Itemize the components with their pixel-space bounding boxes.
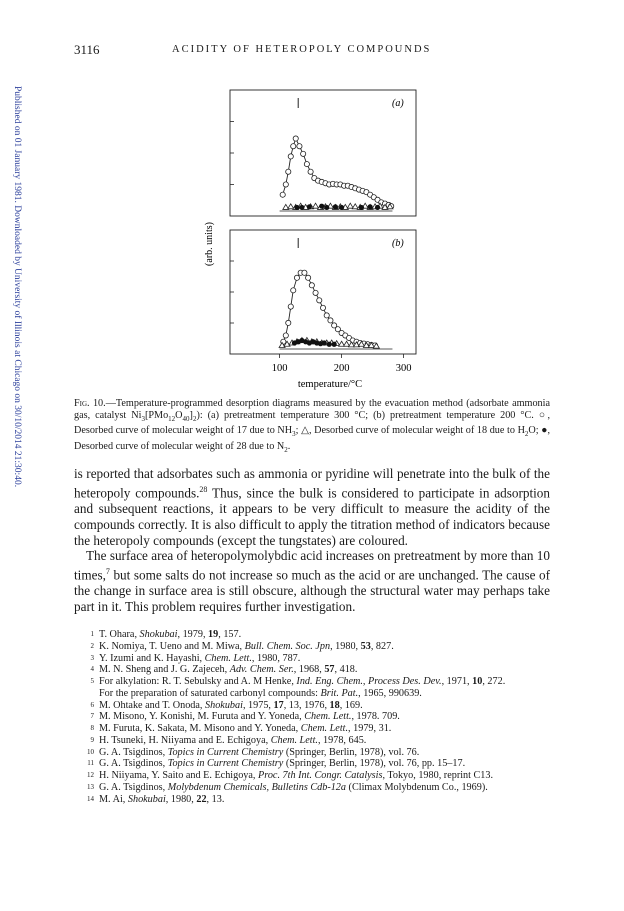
n2-point — [294, 205, 299, 210]
nh3-point — [324, 313, 329, 318]
caption-text: [PMo — [144, 410, 169, 422]
page-number: 3116 — [74, 42, 100, 57]
n2-point — [299, 205, 304, 210]
reference-text: M. Furuta, K. Sakata, M. Misono and Y. Yoneda, Chem. Lett., 1979, 31. — [99, 723, 392, 734]
n2-point — [327, 342, 332, 347]
h2o-point — [352, 204, 358, 209]
x-axis-label: temperature/°C — [297, 379, 363, 390]
x-tick-label: 200 — [333, 363, 350, 374]
citation-7[interactable]: 7 — [105, 567, 110, 577]
plot-frame — [230, 90, 416, 216]
p2-text: The surface area of heteropolymolybdic acid increases on pretreatment by more than 10 times, — [74, 548, 550, 583]
reference-text: M. N. Sheng and J. G. Zajeceh, Adv. Chem. Ser., 1968, 57, 418. — [99, 664, 358, 676]
reference-number: 8 — [90, 724, 94, 732]
x-tick-label: 300 — [395, 363, 412, 374]
n2-point — [339, 205, 344, 210]
caption-text: . — [287, 440, 291, 452]
reference-number: 10 — [87, 747, 94, 756]
reference-item — [74, 747, 550, 759]
n2-point — [375, 205, 380, 210]
p1-text: is reported that adsorbates such as ammonia or pyridine will penetrate into the bulk of the heteropoly compounds. — [74, 466, 550, 501]
nh3-point — [306, 275, 311, 280]
reference-text: M. Misono, Y. Konishi, M. Furuta and Y. Yoneda, Chem. Lett., 1978. 709. — [99, 711, 400, 723]
n2-point — [324, 205, 329, 210]
x-tick-label: 100 — [271, 363, 288, 374]
nh3-point — [317, 298, 322, 303]
caption-text: ; △, Desorbed curve of molecular weight of 18 due to H — [295, 425, 525, 437]
reference-number: 4 — [90, 665, 94, 674]
reference-text: M. Ohtake and T. Onoda, Shokubai, 1975, 17, 13, 1976, 18, 169. — [99, 699, 363, 711]
reference-text: H. Tsuneki, H. Niiyama and E. Echigoya, Chem. Lett., 1978, 645. — [99, 734, 367, 746]
reference-text: G. A. Tsigdinos, Topics in Current Chemistry (Springer, Berlin, 1978), vol. 76. — [99, 746, 420, 758]
reference-item — [74, 664, 550, 676]
download-watermark — [4, 86, 20, 606]
caption-sub: 2 — [524, 430, 529, 439]
reference-text: T. Ohara, Shokubai, 1979, 19, 157. — [99, 629, 242, 640]
nh3-point — [297, 144, 302, 149]
nh3-point — [302, 270, 307, 275]
nh3-point — [304, 161, 309, 166]
reference-item — [74, 700, 550, 712]
nh3-point — [328, 318, 333, 323]
reference-text: For alkylation: R. T. Sebulsky and A. M Henke, Ind. Eng. Chem., Process Des. Dev., 1971, 10, 272. — [99, 676, 506, 687]
nh3-point — [313, 290, 318, 295]
n2-point — [307, 204, 312, 209]
reference-text: K. Nomiya, T. Ueno and M. Miwa, Bull. Chem. Soc. Jpn, 1980, 53, 827. — [99, 640, 394, 652]
nh3-point — [283, 182, 288, 187]
nh3-point — [294, 275, 299, 280]
caption-text: O; ●, Desorbed curve of molecular weight of 28 due to N — [74, 425, 550, 452]
reference-number: 11 — [87, 759, 94, 768]
caption-sub: 2 — [284, 445, 288, 454]
reference-text: G. A. Tsigdinos, Topics in Current Chemistry (Springer, Berlin, 1978), vol. 76, pp. 15–17. — [99, 758, 466, 770]
h2o-point — [344, 341, 350, 346]
reference-number: 7 — [90, 712, 94, 721]
caption-sub: 12 — [168, 415, 176, 424]
h2o-point — [288, 204, 294, 209]
reference-text: Y. Izumi and K. Hayashi, Chem. Lett., 1980, 787. — [99, 652, 301, 664]
reference-item — [74, 782, 550, 794]
reference-text: M. Ai, Shokubai, 1980, 22, 13. — [99, 793, 225, 805]
reference-item — [74, 770, 550, 782]
n2-point — [322, 340, 327, 345]
tpd-figure — [150, 82, 470, 392]
y-axis-label: (arb. units) — [204, 222, 215, 266]
nh3-point — [301, 151, 306, 156]
reference-number: 6 — [90, 700, 94, 709]
caption-sub: 40 — [182, 415, 190, 424]
n2-point — [368, 204, 373, 209]
reference-number: 14 — [87, 794, 94, 803]
reference-item — [74, 758, 550, 770]
reference-item — [74, 735, 550, 747]
caption-text: ): (a) pretreatment temperature 300 °C; (b) pretreatment temperature 200 °C. ○, Desorbed curve of molecular weight of 17 due to NH — [74, 410, 550, 437]
reference-continuation: For the preparation of saturated carbonyl compounds: Brit. Pat., 1965, 990639. — [99, 687, 422, 699]
nh3-point — [309, 283, 314, 288]
panel-b — [230, 230, 416, 354]
n2-point — [319, 204, 324, 209]
reference-item — [74, 676, 550, 688]
nh3-point — [283, 333, 288, 338]
paragraph-1 — [74, 466, 550, 548]
plot-frame — [230, 230, 416, 354]
reference-item — [74, 711, 550, 723]
nh3-point — [286, 320, 291, 325]
nh3-point — [291, 144, 296, 149]
reference-list — [74, 629, 550, 805]
watermark-text: Published on 01 January 1981. Downloaded by University of Illinois at Chicago on 30/10/2014 21:30:40. — [12, 86, 22, 488]
h2o-point — [347, 203, 353, 208]
nh3-point — [293, 136, 298, 141]
paragraph-2 — [74, 548, 550, 615]
h2o-point — [313, 203, 319, 208]
reference-number: 12 — [87, 771, 94, 779]
citation-28[interactable]: 28 — [199, 484, 208, 494]
reference-text: G. A. Tsigdinos, Molybdenum Chemicals, Bulletins Cdb-12a (Climax Molybdenum Co., 1969). — [99, 781, 488, 793]
nh3-point — [286, 169, 291, 174]
body-text — [74, 466, 550, 615]
n2-point — [333, 204, 338, 209]
nh3-point — [288, 154, 293, 159]
caption-sub: 2 — [192, 415, 197, 424]
nh3-point — [288, 304, 293, 309]
figure-caption — [74, 398, 550, 456]
caption-label: Fig. 10. — [74, 398, 106, 409]
nh3-point — [320, 305, 325, 310]
running-title: ACIDITY OF HETEROPOLY COMPOUNDS — [172, 44, 432, 55]
reference-number: 1 — [90, 630, 94, 638]
n2-point — [332, 342, 337, 347]
nh3-point — [291, 288, 296, 293]
panel-a — [230, 90, 416, 216]
reference-number: 2 — [90, 641, 94, 650]
caption-sub: 3 — [292, 430, 296, 439]
reference-number: 3 — [90, 653, 94, 662]
caption-text: ] — [189, 410, 193, 422]
caption-sub: 3 — [141, 415, 145, 424]
nh3-point — [280, 192, 285, 197]
p2-text: but some salts do not increase so much as the acid or are unchanged. The cause of the change in surface area is still obscure, although the structural water may perhaps take part in it. This problem requires further investigation. — [74, 567, 550, 615]
caption-text: O — [175, 410, 183, 422]
reference-number: 5 — [90, 677, 94, 685]
caption-text: —Temperature-programmed desorption diagrams measured by the evacuation method (adsorbate ammonia gas, catalyst Ni — [74, 398, 550, 422]
n2-point — [359, 205, 364, 210]
reference-item — [74, 629, 550, 641]
nh3-point — [308, 169, 313, 174]
reference-item — [74, 653, 550, 665]
reference-number: 13 — [87, 782, 94, 791]
reference-item — [74, 794, 550, 806]
reference-number: 9 — [90, 735, 94, 744]
p1-text: Thus, since the bulk is considered to participate in adsorption and subsequent reactions, it appears to be very difficult to measure the acidity of the compounds correctly. It is also difficult to apply the titration method of indicators because the heteropoly compounds (except the tungstates) are coloured. — [74, 485, 550, 548]
panel-a-label: (a) — [392, 98, 404, 109]
nh3-curve — [283, 273, 375, 346]
reference-item — [74, 723, 550, 735]
panel-b-label: (b) — [392, 238, 404, 249]
reference-item — [74, 641, 550, 653]
reference-text: H. Niiyama, Y. Saito and E. Echigoya, Proc. 7th Int. Congr. Catalysis, Tokyo, 1980, reprint C13. — [99, 770, 494, 781]
